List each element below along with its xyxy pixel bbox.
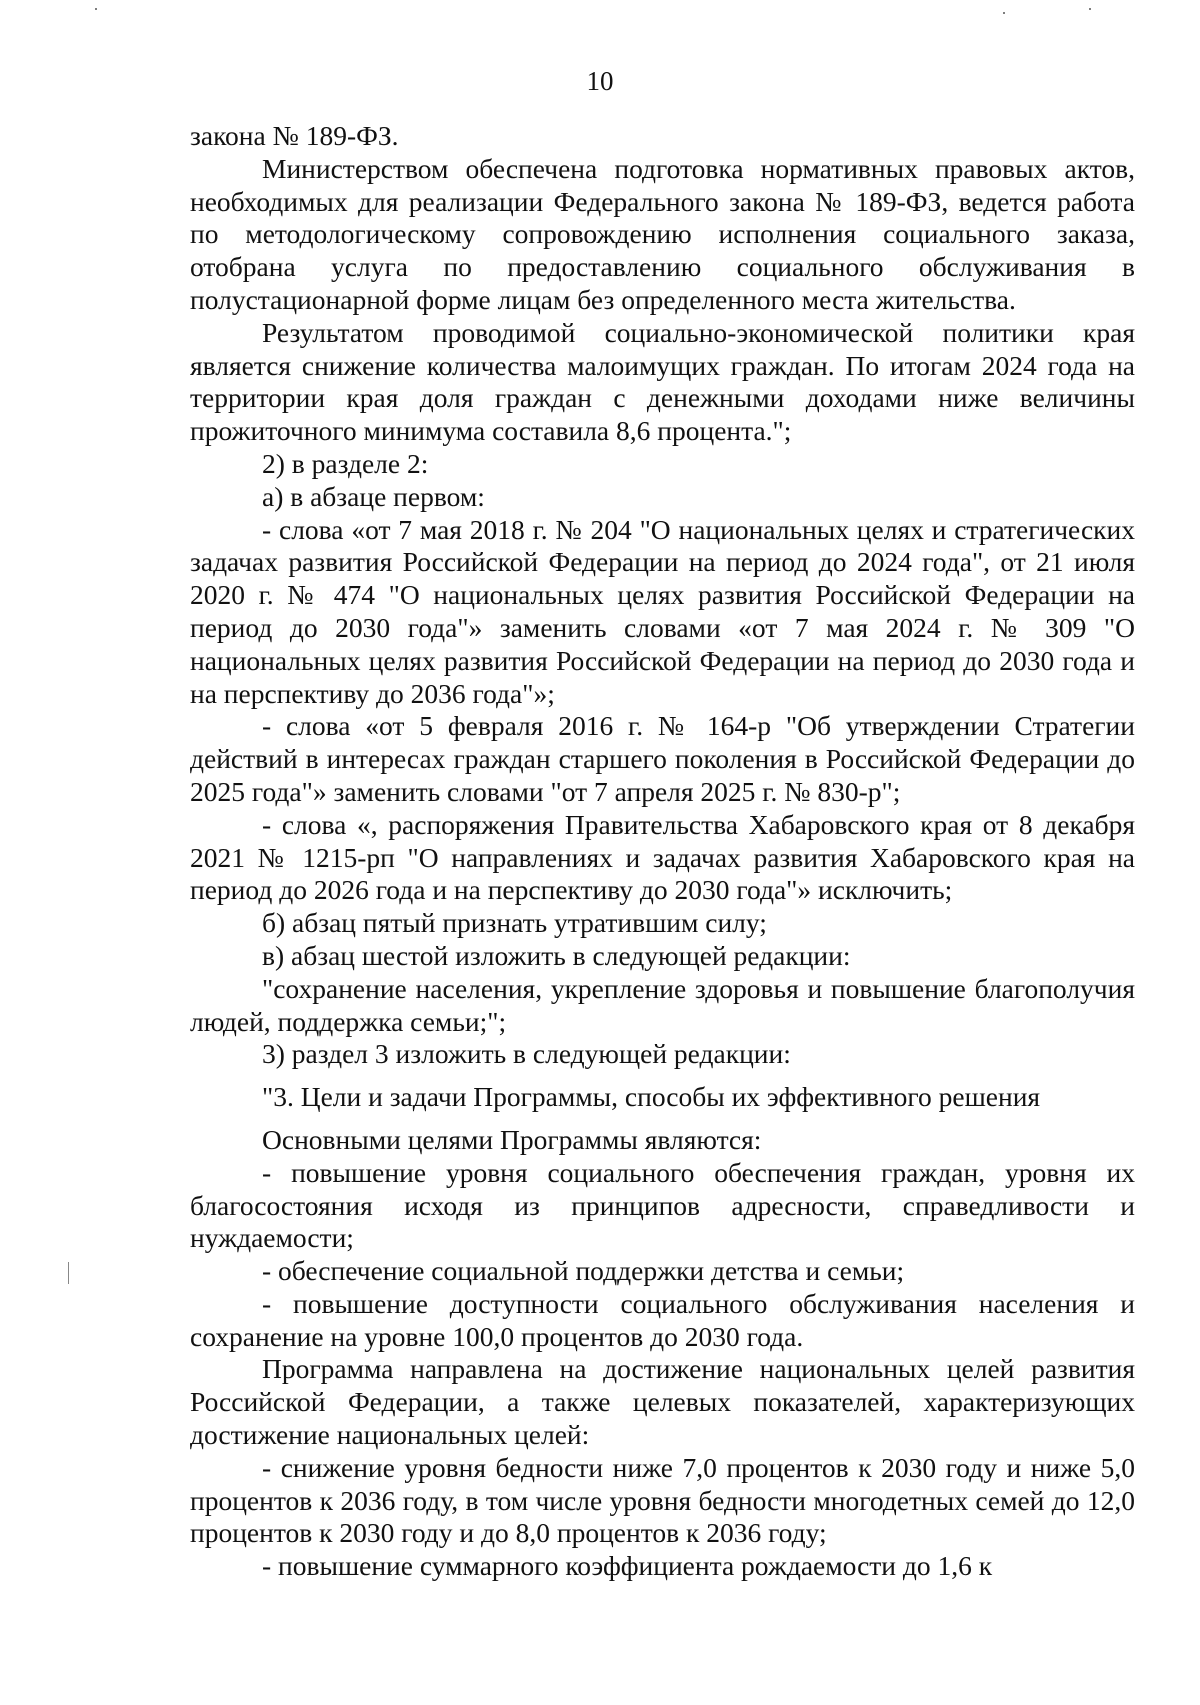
scan-speck: [1089, 8, 1091, 10]
paragraph-law-reference: закона № 189-ФЗ.: [190, 120, 399, 151]
paragraph-section-3: 3) раздел 3 изложить в следующей редакции:: [262, 1038, 791, 1070]
paragraph-subitem-v: в) абзац шестой изложить в следующей редакции:: [262, 939, 851, 971]
scan-speck: [95, 8, 97, 10]
list-item-fertility: - повышение суммарного коэффициента рождаемости до 1,6 к: [262, 1550, 993, 1582]
list-item-poverty: - снижение уровня бедности ниже 7,0 процентов к 2030 году и ниже 5,0 процентов к 2036 году, в том числе уровня бедности многодетных семей до 12,0 процентов к 2030 году и до 8,0 процентов к 2036 году;: [190, 1451, 1135, 1549]
paragraph-section-2: 2) в разделе 2:: [262, 447, 429, 479]
paragraph-main-goals: Основными целями Программы являются:: [262, 1123, 762, 1155]
scan-mark: [68, 1262, 69, 1284]
paragraph-subitem-a: а) в абзаце первом:: [262, 480, 485, 512]
paragraph-ministry-actions: Министерством обеспечена подготовка нормативных правовых актов, необходимых для реализации Федерального закона № 189-ФЗ, ведется работа по методологическому сопровождению исполнения социального заказа, отобрана услуга по предоставлению социального обслуживания в полустационарной форме лицам без определенного места жительства.: [190, 152, 1135, 315]
paragraph-new-wording: "сохранение населения, укрепление здоровья и повышение благополучия людей, поддержка семьи;";: [190, 972, 1135, 1037]
document-body: [190, 120, 1135, 1583]
page-number: 10: [586, 66, 614, 96]
paragraph-replace-strategy: - слова «от 5 февраля 2016 г. № 164-р "Об утверждении Стратегии действий в интересах граждан старшего поколения в Российской Федерации до 2025 года"» заменить словами "от 7 апреля 2025 г. № 830-р";: [190, 710, 1135, 807]
scan-speck: [1003, 12, 1005, 14]
paragraph-subitem-b: б) абзац пятый признать утратившим силу;: [262, 907, 767, 939]
list-item-goal-2: - обеспечение социальной поддержки детства и семьи;: [262, 1255, 905, 1287]
paragraph-policy-results: Результатом проводимой социально-экономической политики края является снижение количества малоимущих граждан. По итогам 2024 года на территории края доля граждан с денежными доходами ниже величины прожиточного минимума составила 8,6 процента.";: [190, 316, 1135, 447]
paragraph-national-goals: Программа направлена на достижение национальных целей развития Российской Федерации, а также целевых показателей, характеризующих достижение национальных целей:: [190, 1353, 1135, 1451]
list-item-goal-1: - повышение уровня социального обеспечения граждан, уровня их благосостояния исходя из принципов адресности, справедливости и нуждаемости;: [190, 1156, 1135, 1254]
list-item-goal-3: - повышение доступности социального обслуживания населения и сохранение на уровне 100,0 процентов до 2030 года.: [190, 1287, 1135, 1352]
paragraph-exclude-order: - слова «, распоряжения Правительства Хабаровского края от 8 декабря 2021 № 1215-рп "О направлениях и задачах развития Хабаровского края на период до 2026 года и на перспективу до 2030 года"» исключить;: [190, 808, 1135, 906]
section-heading-goals: "3. Цели и задачи Программы, способы их эффективного решения: [262, 1081, 1041, 1113]
paragraph-replace-decrees: - слова «от 7 мая 2018 г. № 204 "О национальных целях и стратегических задачах развития Российской Федерации на период до 2024 года", от 21 июля 2020 г. № 474 "О национальных целях развития Российской Федерации на период до 2030 года"» заменить словами «от 7 мая 2024 г. № 309 "О национальных целях развития Российской Федерации на период до 2030 года и на перспективу до 2036 года"»;: [190, 513, 1135, 709]
